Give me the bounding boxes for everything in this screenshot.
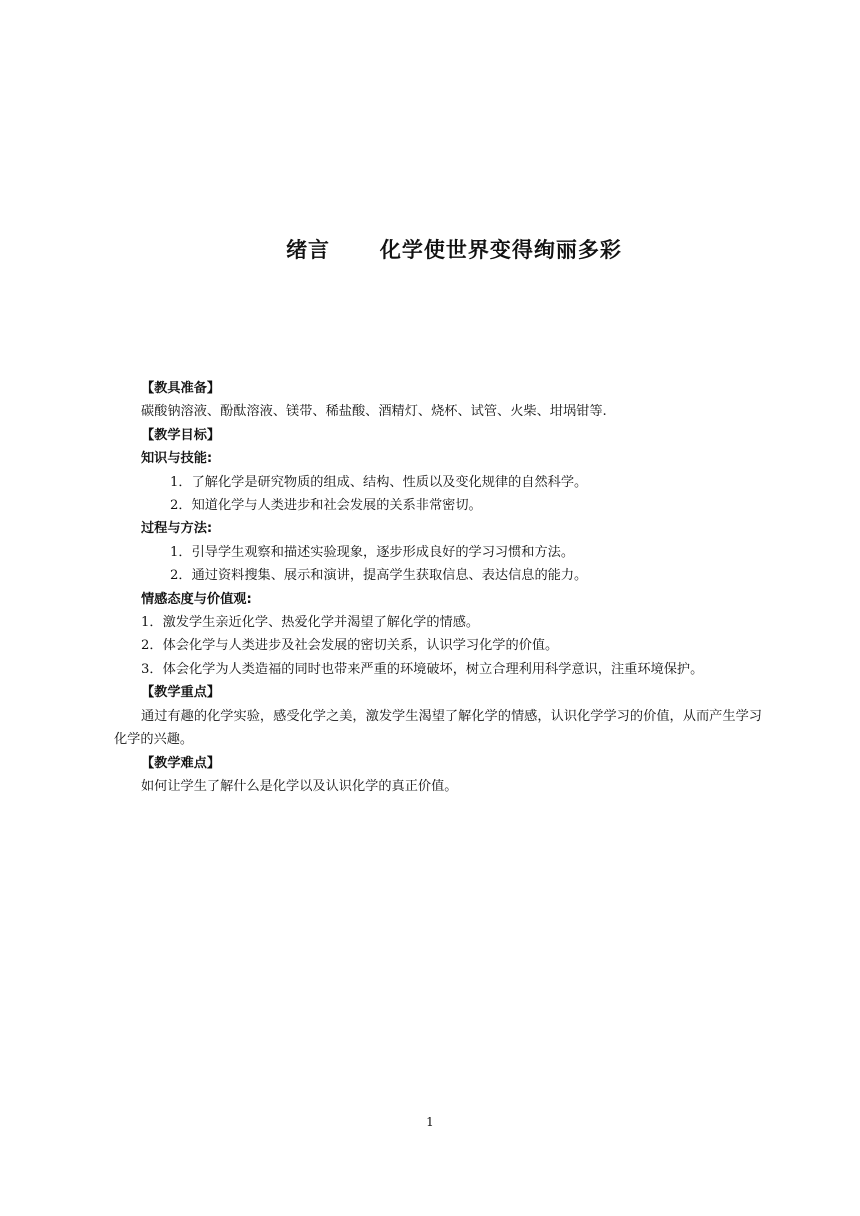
- knowledge-heading: 知识与技能:: [141, 451, 213, 467]
- document-body: [114, 377, 762, 798]
- difficulty-text: 如何让学生了解什么是化学以及认识化学的真正价值。: [141, 778, 458, 794]
- key-points-text: 通过有趣的化学实验，感受化学之美，激发学生渴望了解化学的情感，认识化学学习的价值，从而产生学习化学的兴趣。: [114, 708, 762, 748]
- key-points-heading: 【教学重点】: [141, 685, 221, 701]
- emotion-item: 1．激发学生亲近化学、热爱化学并渴望了解化学的情感。: [141, 615, 480, 631]
- objectives-heading: 【教学目标】: [141, 427, 221, 443]
- equipment-text: 碳酸钠溶液、酚酞溶液、镁带、稀盐酸、酒精灯、烧杯、试管、火柴、坩埚钳等.: [141, 404, 607, 420]
- process-heading: 过程与方法:: [141, 521, 213, 537]
- equipment-heading: 【教具准备】: [141, 381, 221, 396]
- difficulty-heading: 【教学难点】: [141, 755, 221, 771]
- emotion-heading: 情感态度与价值观:: [141, 591, 252, 607]
- knowledge-item: 1．了解化学是研究物质的组成、结构、性质以及变化规律的自然科学。: [170, 474, 588, 490]
- process-item: 1．引导学生观察和描述实验现象，逐步形成良好的学习习惯和方法。: [170, 544, 575, 560]
- page-number: 1: [426, 1115, 434, 1129]
- emotion-item: 3．体会化学为人类造福的同时也带来严重的环境破坏，树立合理利用科学意识，注重环境保护。: [141, 661, 704, 677]
- knowledge-item: 2．知道化学与人类进步和社会发展的关系非常密切。: [170, 498, 482, 514]
- page-title: 绪言 化学使世界变得绚丽多彩: [286, 238, 622, 262]
- process-item: 2．通过资料搜集、展示和演讲，提高学生获取信息、表达信息的能力。: [170, 568, 588, 584]
- emotion-item: 2．体会化学与人类进步及社会发展的密切关系，认识学习化学的价值。: [141, 638, 559, 654]
